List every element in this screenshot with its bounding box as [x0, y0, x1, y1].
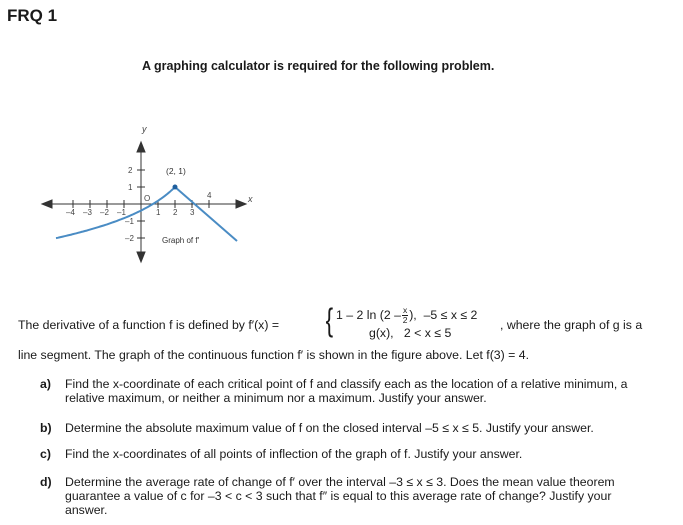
- x-tick-label: 3: [190, 208, 195, 217]
- y-tick-label: 2: [128, 166, 133, 175]
- piecewise-case-1: [336, 306, 477, 325]
- x-tick-label: –2: [100, 208, 109, 217]
- paragraph-end: line segment. The graph of the continuous function f′ is shown in the figure above. Let f(3) = 4.: [18, 348, 530, 362]
- y-axis-arrow-icon: [137, 142, 145, 152]
- case1-domain: –5 ≤ x ≤ 2: [423, 307, 478, 322]
- y-axis-label: y: [142, 124, 147, 134]
- x-axis-left-arrow-icon: [42, 200, 52, 208]
- y-axis-down-arrow-icon: [137, 252, 145, 262]
- definition-tail: , where the graph of g is a: [500, 318, 643, 332]
- question-label: d): [40, 475, 52, 489]
- definition-lead: The derivative of a function f is defined by f′(x) =: [18, 318, 280, 332]
- question-text: Find the x-coordinate of each critical point of f and classify each as the location of a relative minimum, a relative maximum, or neither a minimum nor a maximum. Justify your answer.: [65, 377, 628, 405]
- page-title: FRQ 1: [7, 6, 58, 25]
- x-axis-label: x: [248, 194, 253, 204]
- g-line-segment: [175, 187, 237, 241]
- question-label: a): [40, 377, 51, 391]
- piecewise-case-2: [369, 326, 451, 340]
- y-tick-label: –1: [125, 217, 134, 226]
- y-tick-label: 1: [128, 183, 133, 192]
- x-tick-label: –4: [66, 208, 75, 217]
- derivative-definition: [18, 302, 678, 348]
- x-axis-arrow-icon: [236, 200, 246, 208]
- calculator-note: A graphing calculator is required for the following problem.: [142, 59, 495, 73]
- x-tick-label: 4: [207, 191, 212, 200]
- case2-domain: 2 < x ≤ 5: [403, 326, 452, 340]
- x-tick-label: 2: [173, 208, 178, 217]
- x-tick-label: –3: [83, 208, 92, 217]
- frac-denominator: 2: [402, 315, 408, 325]
- graph-of-f-prime: [30, 120, 260, 270]
- x-tick-label: 1: [156, 208, 161, 217]
- question-text: Find the x-coordinates of all points of inflection of the graph of f. Justify your answer.: [65, 447, 523, 461]
- question-label: b): [40, 421, 52, 435]
- question-label: c): [40, 447, 51, 461]
- point-label: (2, 1): [166, 166, 186, 176]
- x-tick-label: –1: [117, 208, 126, 217]
- piecewise-brace: {: [325, 302, 334, 338]
- frac-numerator: x: [402, 305, 408, 315]
- vertex-point: [173, 185, 178, 190]
- question-text: Determine the average rate of change of f′ over the interval –3 ≤ x ≤ 3. Does the mean value theorem guarantee a value of c for –3 < c < 3 such that f″ is equal to this average rate of change? Justify your answer.: [65, 475, 615, 517]
- case1-expr-close: ),: [409, 307, 417, 322]
- graph-caption: Graph of f′: [162, 236, 200, 245]
- case2-expr: g(x),: [369, 326, 394, 340]
- y-tick-label: –2: [125, 234, 134, 243]
- case1-expr: 1 – 2 ln (2 –: [336, 307, 401, 322]
- case1-fraction: [402, 306, 408, 325]
- origin-label: O: [144, 194, 151, 203]
- question-text: Determine the absolute maximum value of f on the closed interval –5 ≤ x ≤ 5. Justify your answer.: [65, 421, 594, 435]
